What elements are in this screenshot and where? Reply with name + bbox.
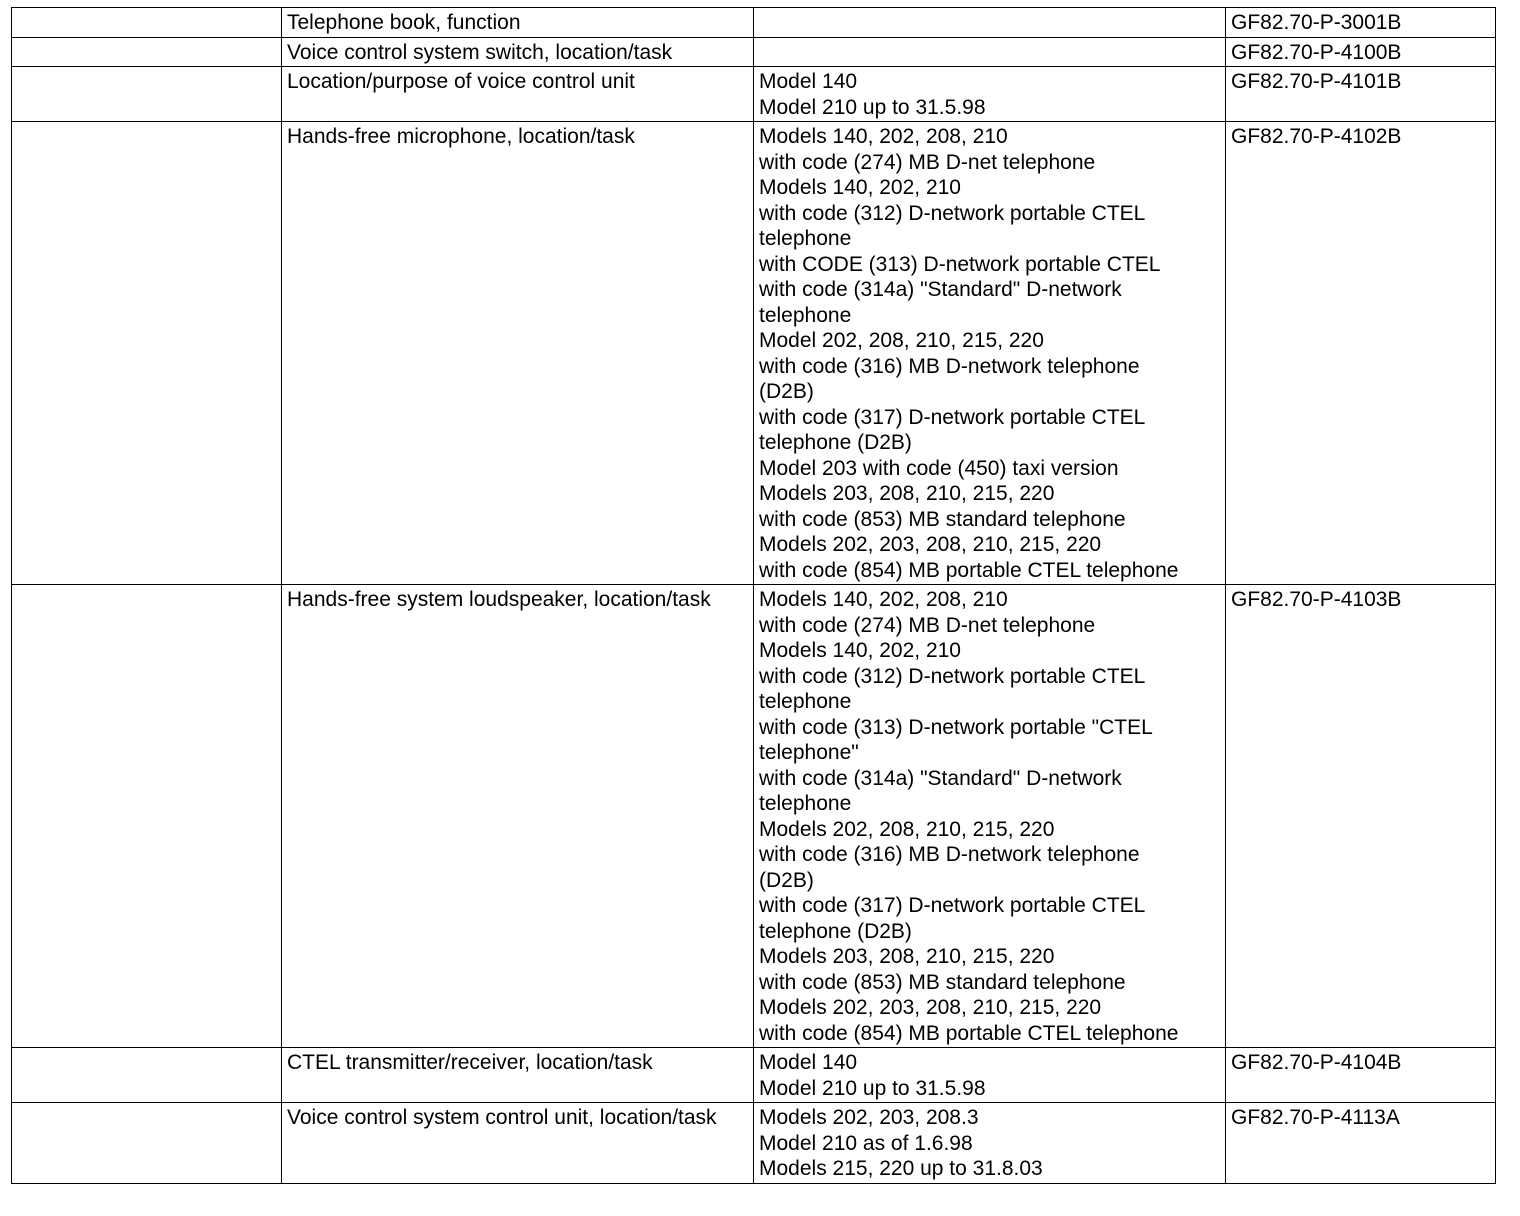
document-title: Voice control system switch, location/task xyxy=(282,37,754,67)
model-line: Model 140 xyxy=(759,70,858,93)
model-line: telephone xyxy=(759,227,852,250)
model-line: Models 215, 220 up to 31.8.03 xyxy=(759,1157,1043,1180)
models-cell xyxy=(754,37,1226,67)
blank-cell xyxy=(12,585,282,1048)
document-code: GF82.70-P-4113A xyxy=(1226,1103,1496,1184)
model-line: Models 202, 203, 208, 210, 215, 220 xyxy=(759,996,1102,1019)
models-cell xyxy=(754,67,1226,122)
blank-cell xyxy=(12,8,282,38)
document-code: GF82.70-P-4102B xyxy=(1226,122,1496,585)
document-code: GF82.70-P-4103B xyxy=(1226,585,1496,1048)
model-line: Models 202, 203, 208.3 xyxy=(759,1106,979,1129)
models-cell xyxy=(754,1103,1226,1184)
model-line: Models 140, 202, 210 xyxy=(759,176,961,199)
model-line: with code (853) MB standard telephone xyxy=(759,970,1126,994)
models-cell xyxy=(754,585,1226,1048)
model-line: with CODE (313) D-network portable CTEL xyxy=(759,252,1161,276)
table-body xyxy=(12,8,1496,1184)
document-title: Telephone book, function xyxy=(282,8,754,38)
model-line: with code (312) D-network portable CTEL xyxy=(759,201,1146,225)
document-code: GF82.70-P-4100B xyxy=(1226,37,1496,67)
model-line: with code (316) MB D-network telephone xyxy=(759,843,1140,866)
document-code: GF82.70-P-4101B xyxy=(1226,67,1496,122)
model-line: Model 203 with code (450) taxi version xyxy=(759,456,1119,480)
table-row xyxy=(12,585,1496,1048)
model-line: telephone" xyxy=(759,741,859,764)
document-title: CTEL transmitter/receiver, location/task xyxy=(282,1048,754,1103)
model-line: telephone xyxy=(759,792,852,815)
model-line: Models 140, 202, 208, 210 xyxy=(759,125,1008,148)
model-line: Models 202, 208, 210, 215, 220 xyxy=(759,817,1055,841)
model-line: with code (313) D-network portable "CTEL xyxy=(759,715,1153,739)
model-line: with code (316) MB D-network telephone xyxy=(759,354,1140,378)
document-title: Voice control system control unit, location/task xyxy=(282,1103,754,1184)
blank-cell xyxy=(12,1048,282,1103)
table-row xyxy=(12,67,1496,122)
document-title: Hands-free system loudspeaker, location/task xyxy=(282,585,754,1048)
document-title: Hands-free microphone, location/task xyxy=(282,122,754,585)
model-line: Models 202, 203, 208, 210, 215, 220 xyxy=(759,533,1102,556)
model-line: with code (854) MB portable CTEL telephone xyxy=(759,558,1179,582)
table-row xyxy=(12,8,1496,38)
model-line: Model 210 up to 31.5.98 xyxy=(759,95,986,119)
blank-cell xyxy=(12,67,282,122)
document-code: GF82.70-P-3001B xyxy=(1226,8,1496,38)
model-line: Model 140 xyxy=(759,1051,858,1074)
model-line: with code (317) D-network portable CTEL xyxy=(759,894,1146,917)
models-cell xyxy=(754,1048,1226,1103)
models-cell xyxy=(754,8,1226,38)
blank-cell xyxy=(12,1103,282,1184)
document-title: Location/purpose of voice control unit xyxy=(282,67,754,122)
model-line: Model 202, 208, 210, 215, 220 xyxy=(759,329,1044,352)
document-table xyxy=(11,7,1496,1184)
model-line: (D2B) xyxy=(759,868,814,892)
model-line: Model 210 up to 31.5.98 xyxy=(759,1076,986,1100)
model-line: Models 203, 208, 210, 215, 220 xyxy=(759,482,1055,505)
table-row xyxy=(12,1103,1496,1184)
blank-cell xyxy=(12,122,282,585)
model-line: with code (274) MB D-net telephone xyxy=(759,613,1096,637)
models-cell xyxy=(754,122,1226,585)
model-line: telephone (D2B) xyxy=(759,919,912,943)
model-line: with code (274) MB D-net telephone xyxy=(759,150,1096,174)
document-code: GF82.70-P-4104B xyxy=(1226,1048,1496,1103)
model-line: telephone (D2B) xyxy=(759,431,912,454)
model-line: telephone xyxy=(759,690,852,713)
model-line: Model 210 as of 1.6.98 xyxy=(759,1131,973,1155)
model-line: Models 140, 202, 208, 210 xyxy=(759,588,1008,611)
table-row xyxy=(12,37,1496,67)
model-line: Models 203, 208, 210, 215, 220 xyxy=(759,945,1055,968)
model-line: with code (314a) "Standard" D-network xyxy=(759,766,1122,790)
model-line: with code (312) D-network portable CTEL xyxy=(759,664,1146,688)
model-line: with code (853) MB standard telephone xyxy=(759,507,1126,531)
model-line: telephone xyxy=(759,303,852,327)
model-line: (D2B) xyxy=(759,380,814,403)
table-row xyxy=(12,122,1496,585)
model-line: with code (314a) "Standard" D-network xyxy=(759,278,1122,301)
blank-cell xyxy=(12,37,282,67)
model-line: with code (317) D-network portable CTEL xyxy=(759,405,1146,429)
table-row xyxy=(12,1048,1496,1103)
model-line: with code (854) MB portable CTEL telephone xyxy=(759,1021,1179,1045)
model-line: Models 140, 202, 210 xyxy=(759,639,961,662)
